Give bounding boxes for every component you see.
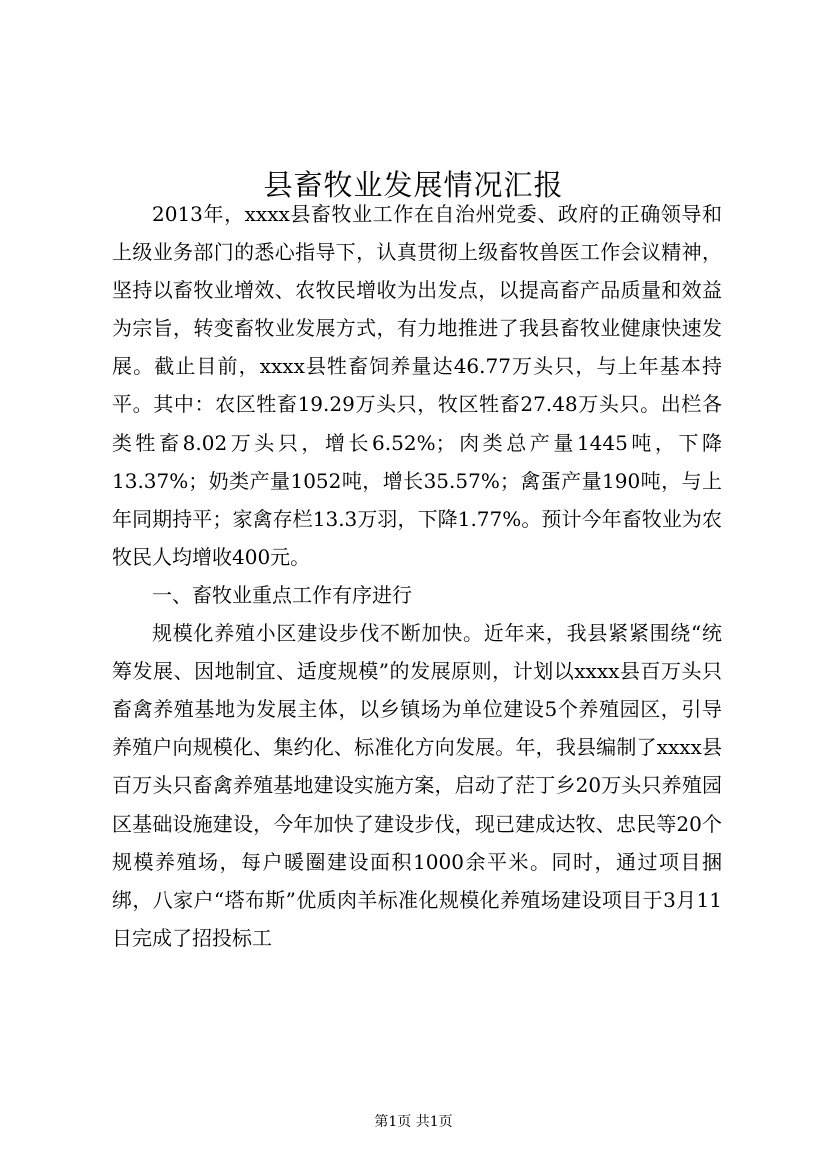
page-title: 县畜牧业发展情况汇报	[263, 168, 564, 203]
intro-paragraph: 2013年，xxxx县畜牧业工作在自治州党委、政府的正确领导和上级业务部门的悉心指导下，认真贯彻上级畜牧兽医工作会议精神，坚持以畜牧业增效、农牧民增收为出发点，以提高畜产品质量和效益为宗旨，转变畜牧业发展方式，有力地推进了我县畜牧业健康快速发展。截止目前，xxxx县牲畜饲养量达46.77万头只，与上年基本持平。其中：农区牲畜19.29万头只，牧区牲畜27.48万头只。出栏各类牲畜8.02万头只，增长6.52%；肉类总产量1445吨，下降13.37%；奶类产量1052吨，增长35.57%；禽蛋产量190吨，与上年同期持平；家禽存栏13.3万羽，下降1.77%。预计今年畜牧业为农牧民人均增收400元。	[112, 202, 722, 569]
document-body	[112, 195, 722, 957]
section-heading: 一、畜牧业重点工作有序进行	[152, 582, 412, 607]
page-footer: 第1页 共1页	[374, 1114, 453, 1130]
section-paragraph: 规模化养殖小区建设步伐不断加快。近年来，我县紧紧围绕“统筹发展、因地制宜、适度规模”的发展原则，计划以xxxx县百万头只畜禽养殖基地为发展主体，以乡镇场为单位建设5个养殖园区，引导养殖户向规模化、集约化、标准化方向发展。年，我县编制了xxxx县百万头只畜禽养殖基地建设实施方案，启动了茫丁乡20万头只养殖园区基础设施建设，今年加快了建设步伐，现已建成达牧、忠民等20个规模养殖场，每户暖圈建设面积1000余平米。同时，通过项目捆绑，八家户“塔布斯”优质肉羊标准化规模化养殖场建设项目于3月11日完成了招投标工	[112, 621, 722, 950]
